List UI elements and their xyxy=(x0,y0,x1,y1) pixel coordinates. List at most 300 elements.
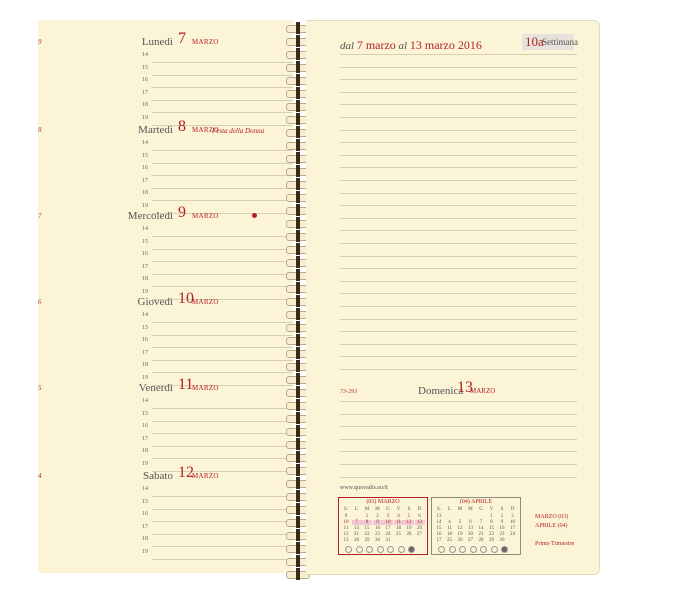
date-cell: 7 xyxy=(352,520,362,525)
hour-row[interactable] xyxy=(38,497,293,510)
hour-label: 16 xyxy=(142,251,148,257)
note-line xyxy=(340,414,577,415)
note-line xyxy=(340,268,577,269)
hour-row[interactable] xyxy=(38,262,293,275)
month-name: MARZO xyxy=(192,212,219,220)
date-cell: 21 xyxy=(354,532,359,537)
side-note-april: APRILE (04) xyxy=(535,523,568,529)
hour-label: 16 xyxy=(142,165,148,171)
week-number: 13 xyxy=(343,538,349,543)
week-number: 15 xyxy=(436,526,442,531)
hour-label: 16 xyxy=(142,511,148,517)
weekday-header: S. xyxy=(343,507,349,512)
note-line xyxy=(340,142,577,143)
date-cell: 27 xyxy=(468,538,473,543)
hour-row[interactable] xyxy=(38,138,293,151)
weekday-header: D xyxy=(510,507,515,512)
date-cell: 1 xyxy=(365,514,369,519)
date-cell: 18 xyxy=(447,532,452,537)
hour-row[interactable] xyxy=(38,509,293,522)
moon-phase-icon xyxy=(449,546,456,553)
ring-hole xyxy=(296,568,300,580)
day-block xyxy=(38,290,293,381)
date-cell: 8 xyxy=(362,520,372,525)
date-cell: 13 xyxy=(468,526,473,531)
note-line xyxy=(340,356,577,357)
hour-row[interactable] xyxy=(38,100,293,113)
date-cell: 20 xyxy=(417,526,422,531)
date-cell: 2 xyxy=(500,514,504,519)
right-page xyxy=(306,20,600,575)
ring-hole xyxy=(296,217,300,229)
hour-label: 17 xyxy=(142,177,148,184)
moon-phase-icon xyxy=(356,546,363,553)
day-number: 9 xyxy=(178,204,186,221)
week-edge-number: 5 xyxy=(38,384,42,392)
mini-calendar-march xyxy=(338,497,428,555)
hour-row[interactable] xyxy=(38,163,293,176)
date-cell: 26 xyxy=(406,532,412,537)
ring-hole xyxy=(296,503,300,515)
hour-row[interactable] xyxy=(38,446,293,459)
left-page xyxy=(38,20,293,573)
date-cell: 30 xyxy=(499,538,505,543)
ring-hole xyxy=(296,243,300,255)
month-name: MARZO xyxy=(192,38,219,46)
week-edge-number: 8 xyxy=(38,126,42,134)
hour-row[interactable] xyxy=(38,237,293,250)
weekday-header: G xyxy=(386,507,390,512)
hour-row[interactable] xyxy=(38,421,293,434)
weekday-header: G xyxy=(479,507,483,512)
note-line xyxy=(340,92,577,93)
note-line xyxy=(340,426,577,427)
hour-label: 14 xyxy=(142,52,148,58)
date-cell: 3 xyxy=(511,514,514,519)
hour-label: 16 xyxy=(142,423,148,429)
ring-hole xyxy=(296,464,300,476)
hour-label: 17 xyxy=(142,435,148,442)
date-cell: 25 xyxy=(396,532,401,537)
hour-row[interactable] xyxy=(38,547,293,560)
week-edge-number: 6 xyxy=(38,298,42,306)
date-cell: 27 xyxy=(417,532,422,537)
ring-hole xyxy=(296,113,300,125)
date-cell: 29 xyxy=(364,538,370,543)
weekday-header: L xyxy=(447,507,452,512)
day-header xyxy=(38,464,293,484)
moon-phase-icon xyxy=(377,546,384,553)
date-cell: 9 xyxy=(500,520,504,525)
note-line xyxy=(340,218,577,219)
day-block xyxy=(38,204,293,295)
mini-calendar-title: (03) MARZO xyxy=(366,499,400,505)
ring-hole xyxy=(296,87,300,99)
note-line xyxy=(340,104,577,105)
date-cell: 11 xyxy=(447,526,452,531)
hour-row[interactable] xyxy=(38,409,293,422)
hour-label: 19 xyxy=(142,288,148,295)
weekday-header: S xyxy=(500,507,504,512)
hour-label: 18 xyxy=(142,362,148,368)
day-name: Lunedì xyxy=(141,36,173,48)
date-cell: 13 xyxy=(415,520,425,525)
week-from-date: 7 marzo xyxy=(356,38,396,52)
note-line xyxy=(340,369,577,370)
date-cell: 15 xyxy=(489,526,494,531)
weekday-header: M xyxy=(375,507,380,512)
hour-label: 17 xyxy=(142,523,148,530)
week-to-date: 13 marzo 2016 xyxy=(409,38,482,52)
hour-label: 18 xyxy=(142,276,148,282)
hour-label: 15 xyxy=(142,498,148,505)
hour-row[interactable] xyxy=(38,396,293,409)
week-to-label: al xyxy=(398,40,408,52)
ring-hole xyxy=(296,438,300,450)
mini-calendar-title: (04) APRILE xyxy=(459,499,493,505)
ring-hole xyxy=(296,139,300,151)
date-cell: 12 xyxy=(404,520,414,525)
week-number: 16 xyxy=(436,532,442,537)
moon-phase-icon xyxy=(387,546,394,553)
moon-phase-icon xyxy=(480,546,487,553)
note-line xyxy=(340,319,577,320)
moon-phase-dot-icon xyxy=(252,213,257,218)
hour-row[interactable] xyxy=(38,50,293,63)
moon-phase-icon xyxy=(366,546,373,553)
note-line xyxy=(340,293,577,294)
ring-hole xyxy=(296,191,300,203)
month-name: MARZO xyxy=(192,298,219,306)
hour-row[interactable] xyxy=(38,522,293,535)
ring-hole xyxy=(296,451,300,463)
hour-label: 17 xyxy=(142,349,148,356)
week-number: 14 xyxy=(436,520,442,525)
day-block xyxy=(38,118,293,209)
date-cell: 24 xyxy=(385,532,391,537)
date-cell: 14 xyxy=(478,526,484,531)
hour-row[interactable] xyxy=(38,348,293,361)
hour-label: 19 xyxy=(142,548,148,555)
ring-hole xyxy=(296,334,300,346)
date-cell: 24 xyxy=(510,532,515,537)
date-cell: 2 xyxy=(376,514,379,519)
weekday-header: S xyxy=(407,507,411,512)
note-line xyxy=(340,230,577,231)
date-cell: 21 xyxy=(478,532,484,537)
date-cell: 9 xyxy=(373,520,383,525)
hour-label: 15 xyxy=(142,64,148,71)
ring-hole xyxy=(296,321,300,333)
date-cell: 10 xyxy=(510,520,515,525)
hour-label: 15 xyxy=(142,324,148,331)
week-number: 12 xyxy=(343,532,349,537)
side-note-march: MARZO (03) xyxy=(535,514,569,520)
note-line xyxy=(340,306,577,307)
ring-hole xyxy=(296,269,300,281)
ring-hole xyxy=(296,386,300,398)
week-number: 9 xyxy=(344,514,348,519)
note-line xyxy=(340,130,577,131)
ring-hole xyxy=(296,542,300,554)
hour-row[interactable] xyxy=(38,75,293,88)
note-line xyxy=(340,439,577,440)
note-line xyxy=(340,401,577,402)
ring-hole xyxy=(296,35,300,47)
date-cell: 16 xyxy=(375,526,380,531)
week-label: Settimana xyxy=(542,37,578,47)
date-cell: 29 xyxy=(489,538,494,543)
week-number: 13 xyxy=(436,514,442,519)
note-line xyxy=(340,117,577,118)
hour-label: 19 xyxy=(142,374,148,381)
note-line xyxy=(340,67,577,68)
ring-hole xyxy=(296,490,300,502)
moon-phase-icon xyxy=(470,546,477,553)
hour-label: 15 xyxy=(142,238,148,245)
hour-label: 17 xyxy=(142,89,148,96)
hour-row[interactable] xyxy=(38,323,293,336)
hour-row[interactable] xyxy=(38,63,293,76)
note-line xyxy=(340,167,577,168)
date-cell: 22 xyxy=(364,532,370,537)
week-number-badge xyxy=(522,34,578,50)
date-cell: 5 xyxy=(458,520,462,525)
hour-label: 19 xyxy=(142,114,148,121)
date-cell: 15 xyxy=(364,526,370,531)
weekday-header: V xyxy=(396,507,401,512)
hour-line xyxy=(152,559,293,560)
date-cell: 18 xyxy=(396,526,401,531)
day-number: 13 xyxy=(457,379,473,396)
hour-row[interactable] xyxy=(38,88,293,101)
website-url: www.quovadis.eu/it xyxy=(340,485,388,491)
date-cell: 31 xyxy=(385,538,391,543)
date-cell: 1 xyxy=(490,514,493,519)
date-cell: 19 xyxy=(406,526,412,531)
date-cell: 17 xyxy=(385,526,391,531)
moon-phase-icon xyxy=(345,546,352,553)
note-line xyxy=(340,180,577,181)
date-cell: 10 xyxy=(383,520,393,525)
ring-hole xyxy=(296,230,300,242)
hour-row[interactable] xyxy=(38,188,293,201)
hour-row[interactable] xyxy=(38,534,293,547)
hour-label: 18 xyxy=(142,102,148,108)
weekday-header: L xyxy=(354,507,359,512)
day-number: 12 xyxy=(178,464,194,481)
day-name: Martedì xyxy=(138,124,173,136)
ring-hole xyxy=(296,425,300,437)
hour-label: 15 xyxy=(142,152,148,159)
month-name: MARZO xyxy=(192,126,219,134)
moon-phase-icon xyxy=(501,546,508,553)
ring-hole xyxy=(296,412,300,424)
day-name: Sabato xyxy=(143,470,173,482)
moon-phase-icon xyxy=(408,546,415,553)
date-cell: 28 xyxy=(478,538,484,543)
hour-row[interactable] xyxy=(38,360,293,373)
date-cell: 16 xyxy=(499,526,505,531)
note-line xyxy=(340,477,577,478)
hour-row[interactable] xyxy=(38,484,293,497)
date-cell: 6 xyxy=(469,520,472,525)
ring-hole xyxy=(296,529,300,541)
week-edge-number: 4 xyxy=(38,472,42,480)
ring-hole xyxy=(296,22,300,34)
day-block xyxy=(38,464,293,555)
note-line xyxy=(340,243,577,244)
ring-hole xyxy=(296,74,300,86)
hour-row[interactable] xyxy=(38,335,293,348)
side-note-quarter: Primo Trimestre xyxy=(535,541,575,547)
moon-phase-icon xyxy=(398,546,405,553)
date-cell: 3 xyxy=(386,514,390,519)
hour-row[interactable] xyxy=(38,224,293,237)
hour-row[interactable] xyxy=(38,151,293,164)
date-cell: 25 xyxy=(447,538,452,543)
moon-phase-icon xyxy=(459,546,466,553)
week-number: 10 xyxy=(343,520,349,525)
hour-row[interactable] xyxy=(38,310,293,323)
hour-label: 14 xyxy=(142,398,148,404)
week-number: 17 xyxy=(436,538,442,543)
day-name: Mercoledì xyxy=(127,210,173,222)
weekday-header: D xyxy=(417,507,422,512)
day-of-year-code: 73-293 xyxy=(340,389,357,395)
date-cell: 28 xyxy=(354,538,359,543)
ring-hole xyxy=(296,100,300,112)
hour-label: 18 xyxy=(142,536,148,542)
date-cell: 4 xyxy=(448,520,451,525)
ring-hole xyxy=(296,204,300,216)
note-line xyxy=(340,464,577,465)
hour-row[interactable] xyxy=(38,176,293,189)
week-range-heading xyxy=(340,38,482,53)
hour-label: 17 xyxy=(142,263,148,270)
hour-label: 14 xyxy=(142,226,148,232)
ring-hole xyxy=(296,295,300,307)
hour-label: 14 xyxy=(142,486,148,492)
month-name: MARZO xyxy=(470,387,496,395)
day-name: Domenica xyxy=(418,385,464,397)
weekday-header: S. xyxy=(436,507,442,512)
month-name: MARZO xyxy=(192,472,219,480)
date-cell: 5 xyxy=(407,514,411,519)
weekday-header: M xyxy=(468,507,473,512)
note-line xyxy=(340,331,577,332)
moon-phase-icon xyxy=(491,546,498,553)
date-cell: 23 xyxy=(499,532,505,537)
moon-phase-icon xyxy=(438,546,445,553)
hour-label: 16 xyxy=(142,337,148,343)
date-cell: 26 xyxy=(457,538,463,543)
date-cell: 7 xyxy=(479,520,483,525)
day-number: 10 xyxy=(178,290,194,307)
day-number: 11 xyxy=(178,376,194,393)
note-line xyxy=(340,193,577,194)
note-line xyxy=(340,344,577,345)
weekday-header: M xyxy=(457,507,463,512)
ring-hole xyxy=(296,61,300,73)
day-number: 8 xyxy=(178,118,186,135)
ring-hole xyxy=(296,308,300,320)
hour-label: 19 xyxy=(142,202,148,209)
date-cell: 17 xyxy=(510,526,515,531)
holiday-label: Festa della Donna xyxy=(212,127,265,135)
day-header xyxy=(38,118,293,138)
ring-hole xyxy=(296,360,300,372)
ring-hole xyxy=(296,48,300,60)
note-line xyxy=(340,451,577,452)
day-name: Giovedì xyxy=(137,296,173,308)
day-block xyxy=(38,376,293,467)
note-line xyxy=(340,79,577,80)
hour-label: 14 xyxy=(142,140,148,146)
date-cell: 4 xyxy=(397,514,400,519)
ring-hole xyxy=(296,165,300,177)
date-cell: 22 xyxy=(489,532,494,537)
note-line xyxy=(340,256,577,257)
note-line xyxy=(340,54,577,55)
date-cell: 30 xyxy=(375,538,380,543)
hour-label: 15 xyxy=(142,410,148,417)
date-cell: 23 xyxy=(375,532,380,537)
hour-label: 16 xyxy=(142,77,148,83)
ring-hole xyxy=(296,256,300,268)
date-cell: 12 xyxy=(457,526,463,531)
date-cell: 19 xyxy=(457,532,463,537)
hour-label: 18 xyxy=(142,190,148,196)
ring-hole xyxy=(296,555,300,567)
date-cell: 8 xyxy=(490,520,493,525)
hour-label: 19 xyxy=(142,460,148,467)
ring-hole xyxy=(296,516,300,528)
day-number: 7 xyxy=(178,30,186,47)
hour-label: 18 xyxy=(142,448,148,454)
week-edge-number: 9 xyxy=(38,38,42,46)
note-line xyxy=(340,205,577,206)
date-cell: 14 xyxy=(354,526,359,531)
ring-hole xyxy=(296,282,300,294)
hour-row[interactable] xyxy=(38,249,293,262)
month-name: MARZO xyxy=(192,384,219,392)
hour-row[interactable] xyxy=(38,274,293,287)
sunday-heading xyxy=(340,381,580,397)
ring-hole xyxy=(296,126,300,138)
note-line xyxy=(340,281,577,282)
week-from-label: dal xyxy=(340,40,355,52)
week-number: 10a xyxy=(525,34,544,49)
ring-hole xyxy=(296,373,300,385)
ring-hole xyxy=(296,152,300,164)
hour-label: 14 xyxy=(142,312,148,318)
ring-hole xyxy=(296,178,300,190)
date-cell: 6 xyxy=(418,514,421,519)
weekday-header: V xyxy=(489,507,494,512)
day-block xyxy=(38,30,293,121)
weekday-header: M xyxy=(364,507,370,512)
day-name: Venerdì xyxy=(138,382,173,394)
ring-hole xyxy=(296,347,300,359)
note-line xyxy=(340,155,577,156)
date-cell: 11 xyxy=(394,520,404,525)
week-number: 11 xyxy=(343,526,349,531)
week-edge-number: 7 xyxy=(38,212,42,220)
date-cell: 20 xyxy=(468,532,473,537)
hour-row[interactable] xyxy=(38,434,293,447)
ring-hole xyxy=(296,399,300,411)
